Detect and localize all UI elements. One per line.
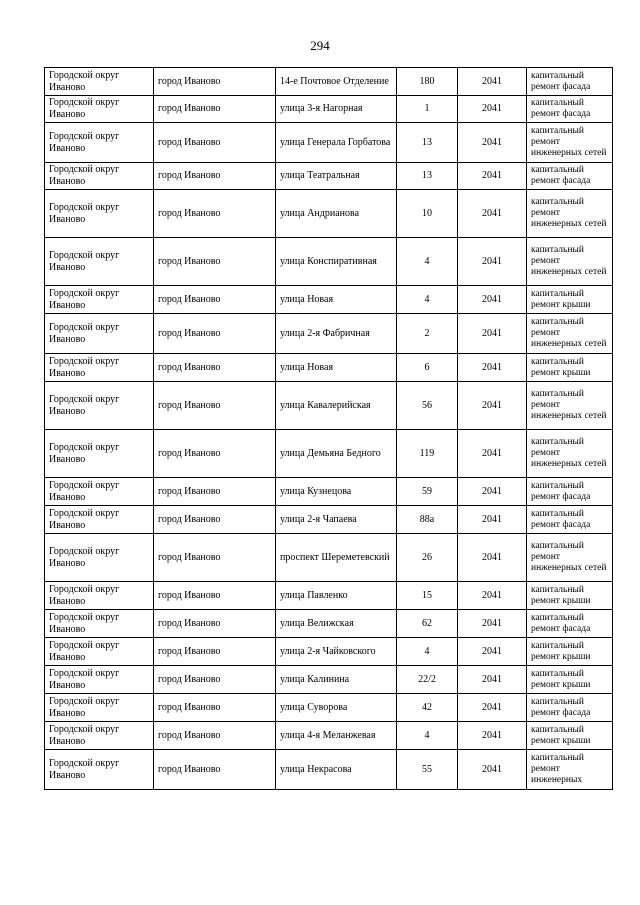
- cell-year: 2041: [458, 382, 527, 430]
- cell-year: 2041: [458, 354, 527, 382]
- cell-house-number: 4: [397, 238, 458, 286]
- cell-house-number: 88а: [397, 506, 458, 534]
- cell-city: город Иваново: [154, 123, 276, 163]
- cell-city: город Иваново: [154, 478, 276, 506]
- table-body: [45, 68, 613, 790]
- cell-year: 2041: [458, 534, 527, 582]
- cell-city: город Иваново: [154, 96, 276, 123]
- cell-year: 2041: [458, 68, 527, 96]
- cell-city: город Иваново: [154, 722, 276, 750]
- table-row: [45, 314, 613, 354]
- table-row: [45, 286, 613, 314]
- cell-year: 2041: [458, 314, 527, 354]
- cell-house-number: 180: [397, 68, 458, 96]
- cell-municipality: Городской округ Иваново: [45, 694, 154, 722]
- cell-city: город Иваново: [154, 354, 276, 382]
- cell-house-number: 2: [397, 314, 458, 354]
- cell-street: улица Театральная: [276, 163, 397, 190]
- table-row: [45, 694, 613, 722]
- table-row: [45, 123, 613, 163]
- cell-street: улица Кавалерийская: [276, 382, 397, 430]
- cell-house-number: 56: [397, 382, 458, 430]
- table-row: [45, 163, 613, 190]
- cell-work-type: капитальный ремонт фасада: [527, 610, 613, 638]
- page-number: 294: [310, 38, 330, 53]
- table-row: [45, 722, 613, 750]
- cell-work-type: капитальный ремонт крыши: [527, 666, 613, 694]
- cell-work-type: капитальный ремонт инженерных сетей: [527, 534, 613, 582]
- cell-year: 2041: [458, 123, 527, 163]
- cell-city: город Иваново: [154, 238, 276, 286]
- cell-municipality: Городской округ Иваново: [45, 286, 154, 314]
- table-row: [45, 478, 613, 506]
- cell-work-type: капитальный ремонт крыши: [527, 286, 613, 314]
- table-row: [45, 666, 613, 694]
- cell-municipality: Городской округ Иваново: [45, 750, 154, 790]
- cell-street: улица 2-я Фабричная: [276, 314, 397, 354]
- cell-house-number: 13: [397, 123, 458, 163]
- cell-municipality: Городской округ Иваново: [45, 314, 154, 354]
- table-row: [45, 96, 613, 123]
- cell-municipality: Городской округ Иваново: [45, 582, 154, 610]
- cell-street: улица Павленко: [276, 582, 397, 610]
- cell-year: 2041: [458, 190, 527, 238]
- cell-municipality: Городской округ Иваново: [45, 610, 154, 638]
- cell-street: улица Новая: [276, 354, 397, 382]
- cell-work-type: капитальный ремонт инженерных сетей: [527, 190, 613, 238]
- cell-city: город Иваново: [154, 68, 276, 96]
- cell-work-type: капитальный ремонт крыши: [527, 638, 613, 666]
- cell-year: 2041: [458, 286, 527, 314]
- table-row: [45, 190, 613, 238]
- table-row: [45, 610, 613, 638]
- cell-street: улица Калинина: [276, 666, 397, 694]
- cell-street: улица Генерала Горбатова: [276, 123, 397, 163]
- cell-street: улица Демьяна Бедного: [276, 430, 397, 478]
- cell-house-number: 62: [397, 610, 458, 638]
- cell-house-number: 26: [397, 534, 458, 582]
- cell-work-type: капитальный ремонт крыши: [527, 582, 613, 610]
- table-row: [45, 382, 613, 430]
- cell-work-type: капитальный ремонт фасада: [527, 96, 613, 123]
- cell-city: город Иваново: [154, 638, 276, 666]
- cell-municipality: Городской округ Иваново: [45, 638, 154, 666]
- cell-municipality: Городской округ Иваново: [45, 68, 154, 96]
- cell-year: 2041: [458, 694, 527, 722]
- cell-city: город Иваново: [154, 506, 276, 534]
- table-row: [45, 68, 613, 96]
- repair-schedule-table: [44, 67, 613, 790]
- cell-work-type: капитальный ремонт фасада: [527, 478, 613, 506]
- cell-city: город Иваново: [154, 382, 276, 430]
- cell-work-type: капитальный ремонт фасада: [527, 68, 613, 96]
- table-row: [45, 238, 613, 286]
- cell-municipality: Городской округ Иваново: [45, 430, 154, 478]
- cell-work-type: капитальный ремонт инженерных сетей: [527, 123, 613, 163]
- cell-work-type: капитальный ремонт крыши: [527, 354, 613, 382]
- cell-street: улица Суворова: [276, 694, 397, 722]
- cell-city: город Иваново: [154, 430, 276, 478]
- table-row: [45, 638, 613, 666]
- cell-municipality: Городской округ Иваново: [45, 238, 154, 286]
- cell-work-type: капитальный ремонт инженерных сетей: [527, 238, 613, 286]
- cell-street: улица 3-я Нагорная: [276, 96, 397, 123]
- cell-street: улица Кузнецова: [276, 478, 397, 506]
- cell-municipality: Городской округ Иваново: [45, 382, 154, 430]
- cell-city: город Иваново: [154, 610, 276, 638]
- cell-house-number: 10: [397, 190, 458, 238]
- cell-year: 2041: [458, 506, 527, 534]
- table-row: [45, 534, 613, 582]
- cell-city: город Иваново: [154, 694, 276, 722]
- cell-year: 2041: [458, 666, 527, 694]
- cell-street: улица 4-я Меланжевая: [276, 722, 397, 750]
- cell-year: 2041: [458, 238, 527, 286]
- cell-house-number: 4: [397, 638, 458, 666]
- cell-municipality: Городской округ Иваново: [45, 123, 154, 163]
- cell-city: город Иваново: [154, 750, 276, 790]
- cell-municipality: Городской округ Иваново: [45, 666, 154, 694]
- cell-city: город Иваново: [154, 534, 276, 582]
- table-row: [45, 506, 613, 534]
- cell-year: 2041: [458, 750, 527, 790]
- cell-city: город Иваново: [154, 582, 276, 610]
- cell-year: 2041: [458, 96, 527, 123]
- cell-house-number: 22/2: [397, 666, 458, 694]
- cell-house-number: 6: [397, 354, 458, 382]
- cell-work-type: капитальный ремонт инженерных сетей: [527, 382, 613, 430]
- table-row: [45, 582, 613, 610]
- cell-street: улица 2-я Чайковского: [276, 638, 397, 666]
- cell-year: 2041: [458, 610, 527, 638]
- cell-work-type: капитальный ремонт инженерных: [527, 750, 613, 790]
- cell-municipality: Городской округ Иваново: [45, 190, 154, 238]
- cell-street: улица Конспиративная: [276, 238, 397, 286]
- cell-year: 2041: [458, 430, 527, 478]
- cell-year: 2041: [458, 582, 527, 610]
- cell-city: город Иваново: [154, 666, 276, 694]
- cell-municipality: Городской округ Иваново: [45, 96, 154, 123]
- cell-house-number: 42: [397, 694, 458, 722]
- cell-year: 2041: [458, 163, 527, 190]
- cell-work-type: капитальный ремонт инженерных сетей: [527, 430, 613, 478]
- cell-street: улица Велижская: [276, 610, 397, 638]
- cell-municipality: Городской округ Иваново: [45, 506, 154, 534]
- cell-municipality: Городской округ Иваново: [45, 478, 154, 506]
- table-row: [45, 354, 613, 382]
- cell-house-number: 13: [397, 163, 458, 190]
- cell-house-number: 1: [397, 96, 458, 123]
- cell-municipality: Городской округ Иваново: [45, 534, 154, 582]
- cell-house-number: 4: [397, 722, 458, 750]
- cell-municipality: Городской округ Иваново: [45, 163, 154, 190]
- cell-year: 2041: [458, 638, 527, 666]
- cell-street: улица Некрасова: [276, 750, 397, 790]
- cell-year: 2041: [458, 478, 527, 506]
- cell-house-number: 15: [397, 582, 458, 610]
- cell-work-type: капитальный ремонт фасада: [527, 163, 613, 190]
- cell-municipality: Городской округ Иваново: [45, 722, 154, 750]
- cell-city: город Иваново: [154, 163, 276, 190]
- cell-house-number: 119: [397, 430, 458, 478]
- cell-city: город Иваново: [154, 286, 276, 314]
- cell-street: улица Андрианова: [276, 190, 397, 238]
- cell-city: город Иваново: [154, 190, 276, 238]
- cell-work-type: капитальный ремонт фасада: [527, 694, 613, 722]
- table-row: [45, 430, 613, 478]
- cell-house-number: 55: [397, 750, 458, 790]
- cell-work-type: капитальный ремонт инженерных сетей: [527, 314, 613, 354]
- cell-street: улица 2-я Чапаева: [276, 506, 397, 534]
- cell-city: город Иваново: [154, 314, 276, 354]
- cell-house-number: 4: [397, 286, 458, 314]
- cell-house-number: 59: [397, 478, 458, 506]
- cell-year: 2041: [458, 722, 527, 750]
- cell-work-type: капитальный ремонт фасада: [527, 506, 613, 534]
- cell-street: проспект Шереметевский: [276, 534, 397, 582]
- cell-street: улица Новая: [276, 286, 397, 314]
- cell-work-type: капитальный ремонт крыши: [527, 722, 613, 750]
- cell-street: 14-е Почтовое Отделение: [276, 68, 397, 96]
- table-row: [45, 750, 613, 790]
- cell-municipality: Городской округ Иваново: [45, 354, 154, 382]
